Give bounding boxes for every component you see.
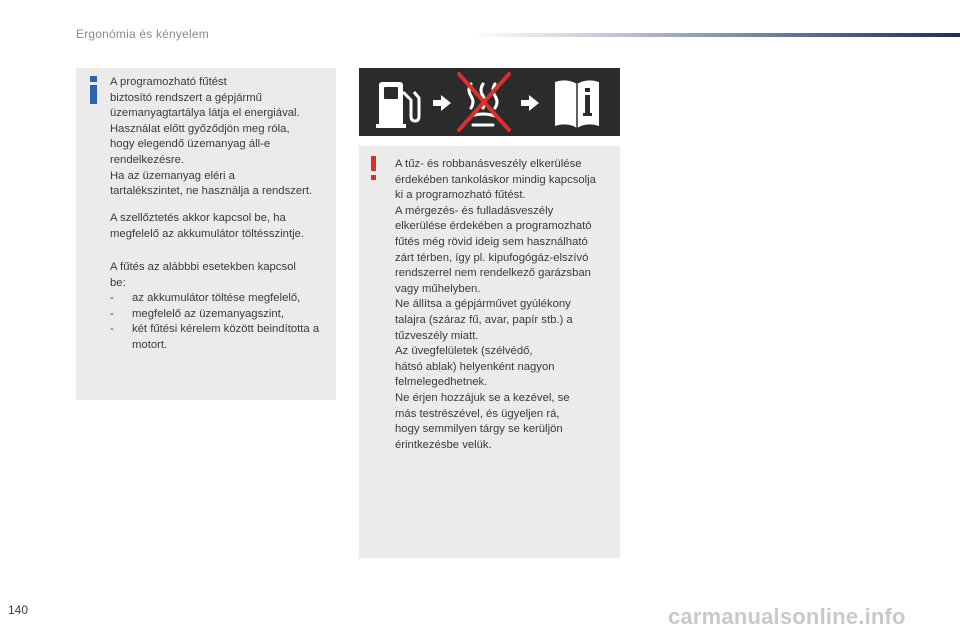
info-icon	[86, 76, 100, 104]
warning-line: zárt térben, így pl. kipufogógáz-elszívó	[395, 251, 589, 264]
warning-line: fűtés még rövid ideig sem használható	[395, 235, 588, 248]
warning-line: elkerülése érdekében a programozható	[395, 220, 592, 233]
warning-line: felmelegedhetnek.	[395, 376, 488, 389]
info-paragraph-conditions	[110, 260, 332, 354]
list-item: - két fűtési kérelem között beindította a motort.	[110, 322, 332, 353]
arrow-right-icon	[433, 95, 451, 111]
warning-line: rendszerrel nem rendelkező garázsban	[395, 267, 591, 280]
warning-line: tűzveszély miatt.	[395, 329, 479, 342]
list-item: - megfelelő az üzemanyagszint,	[110, 307, 332, 323]
list-item: - az akkumulátor töltése megfelelő,	[110, 291, 332, 307]
warning-line: vagy műhelyben.	[395, 282, 481, 295]
page-number: 140	[8, 603, 29, 617]
info-panel	[76, 68, 336, 400]
warning-line: más testrészével, és ügyeljen rá,	[395, 407, 560, 420]
warning-line: Ne érjen hozzájuk se a kezével, se	[395, 391, 570, 404]
warning-line: hogy semmilyen tárgy se kerüljön	[395, 423, 563, 436]
warning-line: hátsó ablak) helyenként nagyon	[395, 360, 555, 373]
warning-line: érdekében tankoláskor mindig kapcsolja	[395, 173, 596, 186]
conditions-list	[110, 291, 332, 353]
warning-icon	[368, 156, 380, 180]
info-line: A fűtés az alábbbi esetekben kapcsol	[110, 261, 296, 273]
info-line: üzemanyagtartálya látja el energiával.	[110, 107, 300, 120]
info-line: Ha az üzemanyag eléri a	[110, 169, 235, 182]
info-line: tartalékszintet, ne használja a rendszert.	[110, 185, 313, 198]
info-line: biztosító rendszert a gépjármű	[110, 91, 262, 104]
info-line: A szellőztetés akkor kapcsol be, ha	[110, 212, 286, 224]
warning-line: ki a programozható fűtést.	[395, 189, 526, 202]
warning-line: talajra (száraz fű, avar, papír stb.) a	[395, 313, 573, 326]
info-line: hogy elegendő üzemanyag áll-e	[110, 138, 271, 151]
info-line: Használat előtt győződjön meg róla,	[110, 122, 290, 135]
header-gradient-bar	[470, 33, 960, 37]
warning-line: A tűz- és robbanásveszély elkerülése	[395, 158, 582, 170]
footer-watermark-url[interactable]: carmanualsonline.info	[668, 604, 906, 629]
warning-line: Ne állítsa a gépjárművet gyúlékony	[395, 298, 571, 311]
info-line: rendelkezésre.	[110, 153, 185, 166]
pictogram-svg	[359, 68, 620, 136]
page-header-title: Ergonómia és kényelem	[76, 27, 209, 41]
info-line: be:	[110, 276, 126, 289]
warning-text	[395, 157, 617, 453]
info-paragraph-fuel	[110, 75, 332, 200]
warning-line: A mérgezés- és fulladásveszély	[395, 204, 554, 217]
info-line: megfelelő az akkumulátor töltésszintje.	[110, 227, 305, 240]
safety-pictogram	[359, 68, 620, 136]
info-paragraph-ventilation	[110, 211, 332, 242]
fuel-pump-icon	[376, 82, 419, 128]
info-line: A programozható fűtést	[110, 76, 227, 88]
warning-panel	[359, 146, 620, 558]
heater-crossed-icon	[459, 74, 509, 130]
warning-line: Az üvegfelületek (szélvédő,	[395, 345, 533, 358]
arrow-right-icon	[521, 95, 539, 111]
manual-info-icon	[555, 80, 599, 128]
warning-line: érintkezésbe velük.	[395, 438, 492, 451]
